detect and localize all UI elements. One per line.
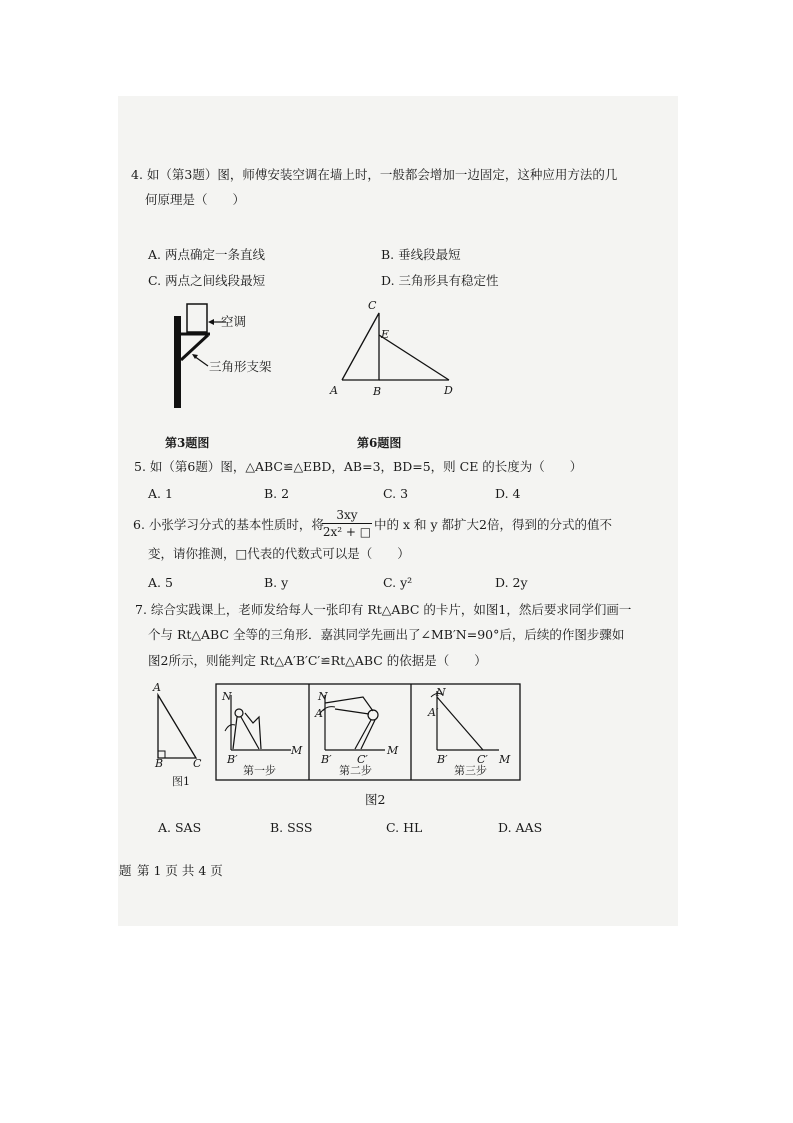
q6-fraction	[322, 508, 372, 539]
fig3-bracket-diagram	[150, 298, 290, 413]
fig6-triangle-diagram	[330, 300, 460, 400]
fig2-step1-label-n: N	[222, 690, 232, 703]
q7-line1: 7. 综合实践课上，老师发给每人一张印有 Rt△ABC 的卡片，如图1，然后要求同学们画一	[135, 602, 632, 617]
q6-line1-start: 6. 小张学习分式的基本性质时，将	[133, 517, 324, 532]
q6-line2: 变，请你推测，□代表的代数式可以是（ ）	[148, 546, 410, 561]
fig6-label-a: A	[330, 384, 338, 397]
q4-line2: 何原理是（ ）	[145, 192, 246, 207]
q5-line: 5. 如（第6题）图，△ABC≌△EBD，AB=3，BD=5，则 CE 的长度为（ ）	[134, 459, 583, 474]
fig1-right-triangle	[150, 690, 210, 765]
fig3-ac-label: 空调	[221, 314, 247, 329]
q6-option-c: C. y²	[383, 575, 413, 590]
q5-option-d: D. 4	[495, 486, 521, 501]
footer-mark: 题	[119, 863, 132, 878]
fig2-step2-label-a: A′	[315, 707, 326, 720]
fig1-caption: 图1	[172, 775, 190, 788]
q6-fraction-denominator: 2x² + □	[322, 525, 372, 539]
fig2-step3-label-a: A′	[428, 706, 439, 719]
q5-option-b: B. 2	[264, 486, 290, 501]
q7-option-d: D. AAS	[498, 820, 543, 835]
fig6-label-d: D	[444, 384, 453, 397]
fig2-step2-label-m: M	[387, 744, 399, 757]
fig2-step2-label-c: C′	[357, 753, 368, 766]
q6-line1-end: 中的 x 和 y 都扩大2倍，得到的分式的值不	[374, 517, 612, 532]
q6-option-d: D. 2y	[495, 575, 528, 590]
q6-option-b: B. y	[264, 575, 289, 590]
q7-option-c: C. HL	[386, 820, 423, 835]
page-number: 第 1 页 共 4 页	[137, 863, 223, 878]
q5-option-a: A. 1	[148, 486, 173, 501]
fig2-step3-label-n: N	[436, 686, 446, 699]
q6-option-a: A. 5	[148, 575, 173, 590]
q4-line1: 4. 如（第3题）图，师傅安装空调在墙上时，一般都会增加一边固定，这种应用方法的几	[131, 167, 618, 182]
q7-line3: 图2所示，则能判定 Rt△A′B′C′≌Rt△ABC 的依据是（ ）	[148, 653, 487, 668]
fig3-bracket-label: 三角形支架	[209, 359, 272, 374]
q6-fraction-numerator: 3xy	[336, 508, 358, 522]
fig6-label-b: B	[373, 385, 382, 398]
fig2-step1-label-m: M	[291, 744, 303, 757]
q7-line2: 个与 Rt△ABC 全等的三角形．嘉淇同学先画出了∠MB′N=90°后，后续的作图步骤如	[148, 627, 625, 642]
fig2-step3-label-b: B′	[437, 753, 448, 766]
fig2-step2-label-b: B′	[321, 753, 332, 766]
fig2-step1-label-b: B′	[227, 753, 238, 766]
fig1-label-a: A	[153, 681, 161, 694]
q7-option-b: B. SSS	[270, 820, 313, 835]
fig2-step3-caption: 第三步	[454, 764, 487, 777]
fig2-caption: 图2	[365, 792, 386, 807]
fig2-step2-caption: 第二步	[339, 764, 372, 777]
fig3-caption: 第3题图	[165, 436, 210, 450]
fig2-step3-label-c: C′	[477, 753, 488, 766]
q4-option-a: A. 两点确定一条直线	[148, 247, 265, 262]
fig2-step3-label-m: M	[499, 753, 511, 766]
q4-option-c: C. 两点之间线段最短	[148, 273, 266, 288]
fig6-label-e: E	[381, 328, 390, 341]
fig6-label-c: C	[368, 299, 377, 312]
fig6-caption: 第6题图	[357, 436, 402, 450]
q4-option-b: B. 垂线段最短	[381, 247, 461, 262]
q5-option-c: C. 3	[383, 486, 409, 501]
fig2-step1-caption: 第一步	[243, 764, 276, 777]
q7-option-a: A. SAS	[158, 820, 202, 835]
exam-sheet	[118, 96, 678, 926]
fig1-label-c: C	[193, 757, 202, 770]
fig1-label-b: B	[155, 757, 164, 770]
fig2-step2-label-n: N	[318, 690, 328, 703]
q4-option-d: D. 三角形具有稳定性	[381, 273, 499, 288]
